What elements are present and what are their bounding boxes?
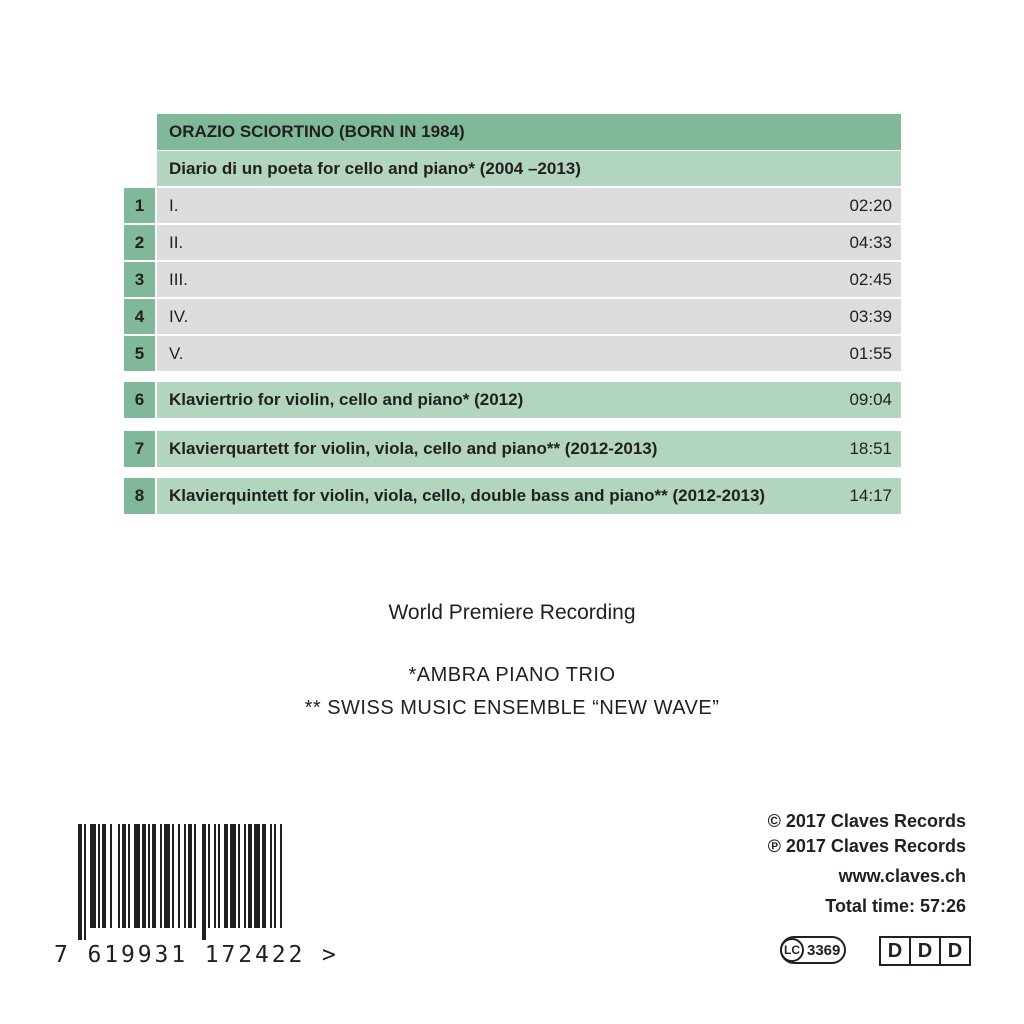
barcode-bar xyxy=(84,824,86,940)
barcode-bar xyxy=(254,824,260,928)
track-row xyxy=(157,225,901,260)
track-duration: 18:51 xyxy=(849,439,892,458)
track-title: IV. xyxy=(169,306,189,326)
barcode-bar xyxy=(188,824,192,928)
barcode-bar xyxy=(98,824,100,928)
track-title: V. xyxy=(169,343,184,363)
performer-1: *AMBRA PIANO TRIO xyxy=(408,664,616,686)
barcode-bar xyxy=(214,824,216,928)
track-title: III. xyxy=(169,269,188,289)
barcode-bar xyxy=(164,824,170,928)
track-row xyxy=(157,262,901,297)
track-number: 8 xyxy=(124,478,155,514)
barcode-bar xyxy=(230,824,236,928)
track-row xyxy=(157,299,901,334)
barcode-bar xyxy=(224,824,228,928)
barcode-bar xyxy=(262,824,266,928)
barcode-bar xyxy=(218,824,220,928)
copyright-line: © 2017 Claves Records xyxy=(767,811,966,831)
track-number: 2 xyxy=(124,225,155,260)
track-row xyxy=(157,431,901,467)
ddd-letter: D xyxy=(947,939,963,962)
premiere-note: World Premiere Recording xyxy=(388,601,636,624)
barcode-bar xyxy=(270,824,272,928)
track-duration: 03:39 xyxy=(849,306,892,326)
track-number: 1 xyxy=(124,188,155,223)
barcode-bar xyxy=(90,824,96,928)
barcode-bar xyxy=(208,824,210,928)
track-duration: 02:45 xyxy=(849,269,892,289)
track-number: 7 xyxy=(124,431,155,467)
track-title: Klaviertrio for violin, cello and piano* (2012) xyxy=(169,390,524,409)
track-row xyxy=(157,188,901,223)
label-code-logo xyxy=(780,936,846,964)
track-duration: 14:17 xyxy=(849,486,892,505)
track-duration: 04:33 xyxy=(849,232,892,252)
track-number: 6 xyxy=(124,382,155,418)
barcode-bar xyxy=(244,824,246,928)
barcode-bar xyxy=(202,824,206,940)
barcode-bar xyxy=(178,824,180,928)
track-number: 3 xyxy=(124,262,155,297)
ddd-logo xyxy=(879,936,971,966)
barcode-bar xyxy=(280,824,282,928)
phonogram-line: ℗ 2017 Claves Records xyxy=(767,836,966,856)
barcode-bar xyxy=(128,824,130,928)
work-heading xyxy=(157,151,901,186)
composer-heading xyxy=(157,114,901,150)
barcode-bar xyxy=(122,824,126,928)
total-time: Total time: 57:26 xyxy=(825,896,966,916)
track-number: 4 xyxy=(124,299,155,334)
composer-name: ORAZIO SCIORTINO (BORN IN 1984) xyxy=(169,122,465,141)
barcode-digits: 7 619931 172422 > xyxy=(54,942,339,968)
barcode-bar xyxy=(194,824,196,928)
track-title: Klavierquartett for violin, viola, cello and piano** (2012-2013) xyxy=(169,439,658,458)
ddd-letter: D xyxy=(911,938,941,964)
track-row xyxy=(157,478,901,514)
barcode-bar xyxy=(142,824,146,928)
track-duration: 02:20 xyxy=(849,195,892,215)
work-title: Diario di un poeta for cello and piano* (2004 –2013) xyxy=(169,158,581,178)
barcode-bar xyxy=(148,824,150,928)
barcode-bar xyxy=(274,824,276,928)
track-row xyxy=(157,382,901,418)
barcode-bar xyxy=(78,824,82,940)
website-link[interactable]: www.claves.ch xyxy=(838,866,966,886)
track-duration: 09:04 xyxy=(849,390,892,409)
track-duration: 01:55 xyxy=(849,343,892,363)
lc-prefix: LC xyxy=(780,938,804,962)
track-number: 5 xyxy=(124,336,155,371)
barcode-icon xyxy=(58,820,288,942)
barcode-bar xyxy=(134,824,140,928)
lc-number: 3369 xyxy=(807,941,841,959)
performer-2: ** SWISS MUSIC ENSEMBLE “NEW WAVE” xyxy=(304,697,720,719)
barcode-bar xyxy=(102,824,106,928)
track-title: I. xyxy=(169,195,179,215)
barcode-bar xyxy=(118,824,120,928)
barcode-bar xyxy=(110,824,112,928)
barcode-bar xyxy=(184,824,186,928)
track-title: II. xyxy=(169,232,184,252)
barcode-bar xyxy=(248,824,252,928)
ddd-letter: D xyxy=(881,938,911,964)
barcode-bar xyxy=(152,824,156,928)
track-row xyxy=(157,336,901,371)
track-title: Klavierquintett for violin, viola, cello, double bass and piano** (2012-2013) xyxy=(169,486,766,505)
barcode-bar xyxy=(160,824,162,928)
barcode-bar xyxy=(238,824,240,928)
barcode-bar xyxy=(172,824,174,928)
